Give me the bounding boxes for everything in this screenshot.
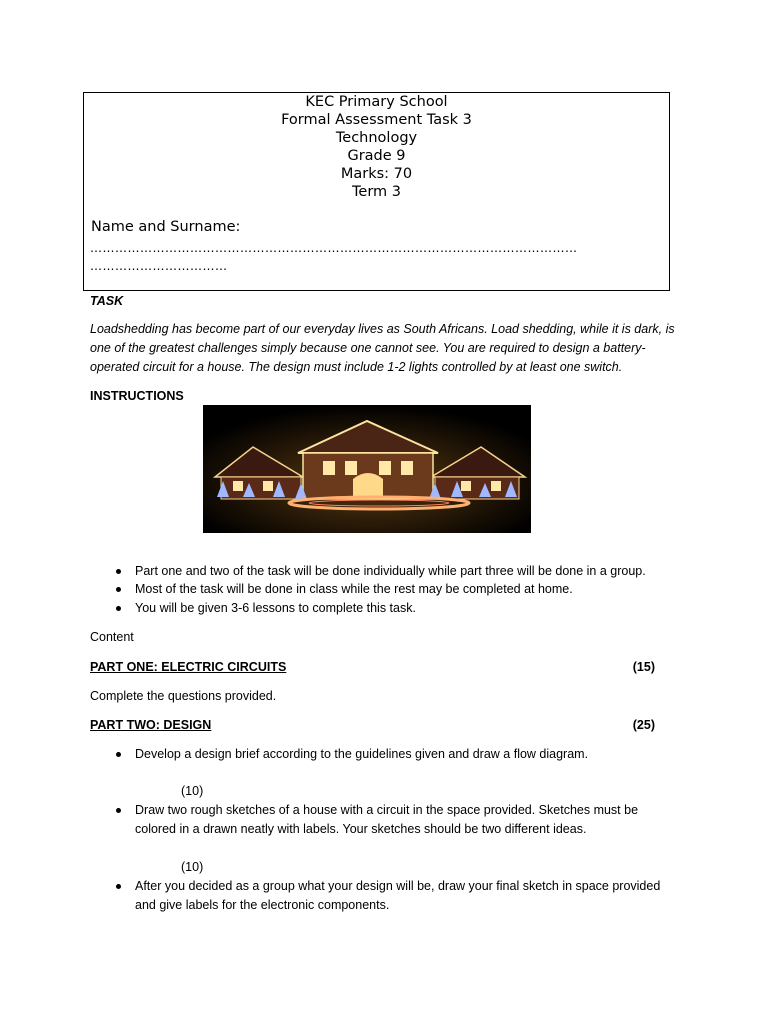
term: Term 3 (352, 184, 401, 200)
task-title: Formal Assessment Task 3 (281, 112, 472, 128)
part-one-title: PART ONE: ELECTRIC CIRCUITS (90, 660, 287, 674)
instruction-item: Most of the task will be done in class while the rest may be completed at home. (135, 582, 573, 596)
part-two-item (135, 801, 695, 839)
part-two-item-line: After you decided as a group what your design will be, draw your final sketch in space provided (135, 879, 661, 893)
house-lights-photo (203, 405, 531, 533)
part-two-item-marks: (10) (181, 784, 204, 798)
header-box (83, 92, 670, 291)
bullet-dot (116, 569, 121, 574)
part-two-item-line: colored in a drawn neatly with labels. Your sketches should be two different ideas. (135, 822, 587, 836)
name-dots-line-2[interactable]: …………………………… (90, 259, 228, 273)
grade: Grade 9 (347, 148, 406, 164)
subject: Technology (335, 130, 418, 146)
task-paragraph (90, 320, 680, 377)
instructions-heading: INSTRUCTIONS (90, 389, 184, 403)
task-paragraph-line: Loadshedding has become part of our everyday lives as South Africans. Load shedding, while it is dark, is (90, 322, 675, 336)
part-two-title: PART TWO: DESIGN (90, 718, 212, 732)
part-two-item-marks: (10) (181, 860, 204, 874)
bullet-dot (116, 884, 121, 889)
content-label: Content (90, 630, 134, 644)
part-two-item-line: and give labels for the electronic components. (135, 898, 390, 912)
name-surname-label: Name and Surname: (91, 219, 241, 235)
instruction-item: Part one and two of the task will be done individually while part three will be done in a group. (135, 564, 646, 578)
marks-total: Marks: 70 (340, 166, 413, 182)
bullet-dot (116, 587, 121, 592)
part-two-marks: (25) (632, 718, 655, 732)
part-one-text: Complete the questions provided. (90, 689, 277, 703)
part-two-item-line: Draw two rough sketches of a house with a circuit in the space provided. Sketches must be (135, 803, 639, 817)
part-one-marks: (15) (632, 660, 655, 674)
house-lights-illustration (203, 405, 531, 533)
task-heading: TASK (90, 294, 124, 308)
instruction-item: You will be given 3-6 lessons to complete this task. (135, 601, 416, 615)
part-two-item (135, 877, 695, 915)
task-paragraph-line: one of the greatest challenges simply because one cannot see. You are required to design a battery- (90, 341, 646, 355)
name-dots-line-1[interactable]: ……………………………………………………………………………………………………… (90, 241, 578, 255)
bullet-dot (116, 606, 121, 611)
part-two-item: Develop a design brief according to the guidelines given and draw a flow diagram. (135, 747, 589, 761)
task-paragraph-line: operated circuit for a house. The design must include 1-2 lights controlled by at least one switch. (90, 360, 623, 374)
bullet-dot (116, 752, 121, 757)
school-name: KEC Primary School (305, 94, 448, 110)
bullet-dot (116, 808, 121, 813)
